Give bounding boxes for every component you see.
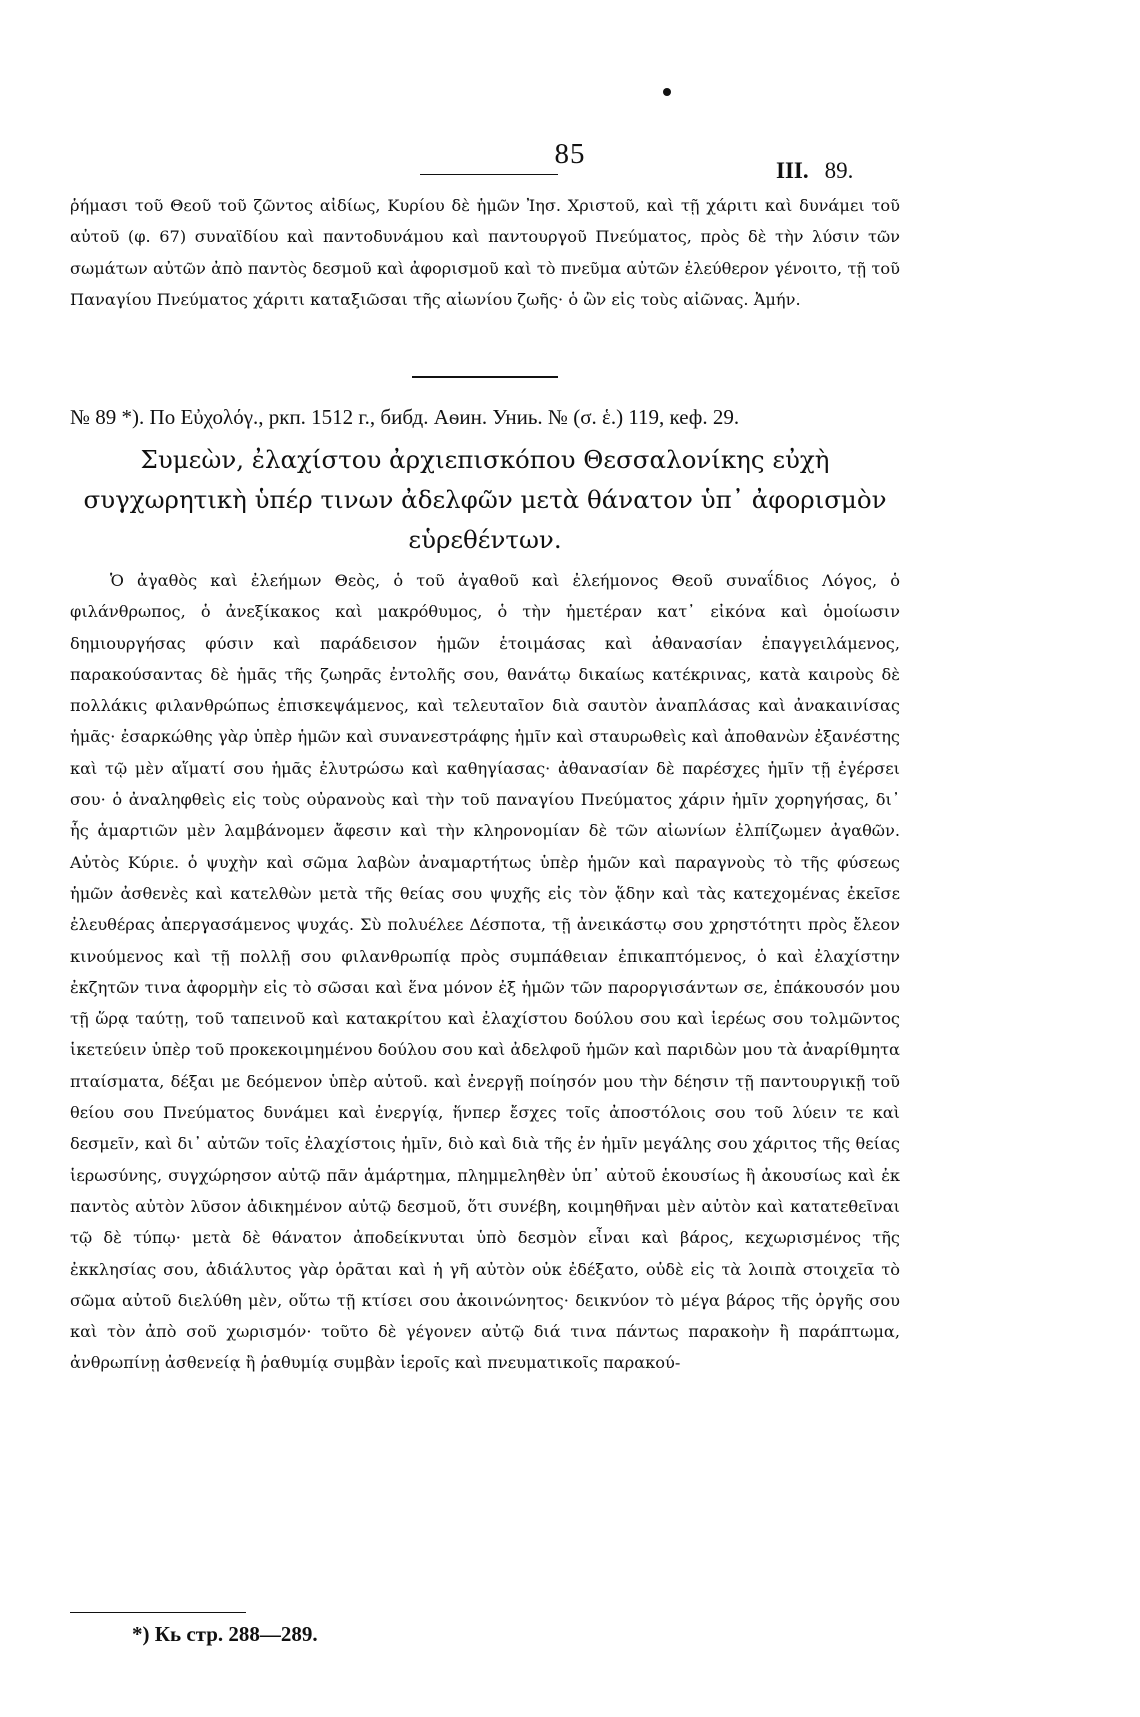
prayer-title: Συμεὼν, ἐλαχίστου ἀρχιεπισκόπου Θεσσαλονίκης εὐχὴ συγχωρητικὴ ὑπέρ τινων ἀδελφῶν μετὰ θάνατον ὑπ᾽ ἀφορισμὸν εὑρεθέντων. (83, 445, 887, 554)
running-header (776, 158, 853, 184)
running-header-section: III. (776, 158, 809, 183)
page-number: 85 (554, 138, 586, 170)
prayer-text: Ὁ ἀγαθὸς καὶ ἐλεήμων Θεὸς, ὁ τοῦ ἀγαθοῦ καὶ ἐλεήμονος Θεοῦ συναΐδιος Λόγος, ὁ φιλάνθρωπος, ὁ ἀνεξίκακος καὶ μακρόθυμος, ὁ τὴν ἡμετέραν κατ᾽ εἰκόνα καὶ ὁμοίωσιν δημιουργήσας φύσιν καὶ παράδεισον ἡμῶν ἑτοιμάσας καὶ ἀθανασίαν ἐπαγγειλάμενος, παρακούσαντας δὲ ἡμᾶς τῆς ζωηρᾶς ἐντολῆς σου, θανάτῳ δικαίως κατέκρινας, κατὰ καιροὺς δὲ πολλάκις φιλανθρώπως ἐπισκεψάμενος, καὶ τελευταῖον διὰ σαυτὸν ἀναπλάσας καὶ ἀνακαινίσας ἡμᾶς· ἐσαρκώθης γὰρ ὑπὲρ ἡμῶν καὶ συνανεστράφης ἡμῖν καὶ σταυρωθεὶς καὶ ἀποθανὼν ἐξανέστης καὶ τῷ μὲν αἵματί σου ἡμᾶς ἐλυτρώσω καὶ καθηγίασας· ἀθανασίαν δὲ παρέσχες ἡμῖν τῇ ἐγέρσει σου· ὁ ἀναληφθεὶς εἰς τοὺς οὐρανοὺς καὶ τὴν τοῦ παναγίου Πνεύματος χάριν ἡμῖν χορηγήσας, δι᾽ ἧς ἁμαρτιῶν μὲν λαμβάνομεν ἄφεσιν καὶ τὴν κληρονομίαν δὲ τῶν αἰωνίων ἐλπίζωμεν ἀγαθῶν. Αὐτὸς Κύριε. ὁ ψυχὴν καὶ σῶμα λαβὼν ἀναμαρτήτως ὑπὲρ ἡμῶν καὶ παραγνοὺς τὸ τῆς φύσεως ἡμῶν ἀσθενὲς καὶ κατελθὼν μετὰ τῆς θείας σου ψυχῆς εἰς τὸν ᾅδην καὶ τὰς κατεχομένας ἐκεῖσε ἐλευθέρας ἀπεργασάμενος ψυχάς. Σὺ πολυέλεε Δέσποτα, τῇ ἀνεικάστῳ σου χρηστότητι πρὸς ἔλεον κινούμενος καὶ τῇ πολλῇ σου φιλανθρωπίᾳ πρὸς συμπάθειαν ἐπικαπτόμενος, ὁ καὶ ἐλαχίστην ἐκζητῶν τινα ἀφορμὴν εἰς τὸ σῶσαι καὶ ἕνα μόνον ἐξ ἡμῶν τῶν παροργισάντων σε, ἐπάκουσόν μου τῇ ὥρᾳ ταύτῃ, τοῦ ταπεινοῦ καὶ κατακρίτου καὶ ἐλαχίστου δούλου σου καὶ ἱερέως σου τολμῶντος ἱκετεύειν ὑπὲρ τοῦ προκεκοιμημένου δούλου σου καὶ ἀδελφοῦ ἡμῶν καὶ παριδὼν μου τὰ ἀναρίθμητα πταίσματα, δέξαι με δεόμενον ὑπὲρ αὐτοῦ. καὶ ἐνεργῇ ποίησόν μου τὴν δέησιν τῇ παντουργικῇ τοῦ θείου σου Πνεύματος δυνάμει καὶ ἐνεργίᾳ, ἥνπερ ἔσχες τοῖς ἀποστόλοις σου τοῦ λύειν τε καὶ δεσμεῖν, καὶ δι᾽ αὐτῶν τοῖς ἐλαχίστοις ἡμῖν, διὸ καὶ διὰ τῆς ἐν ἡμῖν μεγάλης σου χάριτος τῆς θείας ἱερωσύνης, συγχώρησον αὐτῷ πᾶν ἁμάρτημα, πλημμεληθὲν ὑπ᾽ αὐτοῦ ἑκουσίως ἢ ἀκουσίως καὶ ἐκ παντὸς αὐτὸν λῦσον ἀδικημένον αὐτῷ δεσμοῦ, ὅτι συνέβη, κοιμηθῆναι μὲν αὐτὸν καὶ κατατεθεῖναι τῷ δὲ τύπῳ· μετὰ δὲ θάνατον ἀποδείκνυται ὑπὸ δεσμὸν εἶναι καὶ βάρος, κεχωρισμένος τῆς ἐκκλησίας σου, ἀδιάλυτος γὰρ ὁρᾶται καὶ ἡ γῆ αὐτὸν οὐκ ἐδέξατο, οὐδὲ εἰς τὰ λοιπὰ στοιχεῖα τὸ σῶμα αὐτοῦ διελύθη μὲν, οὕτω τῇ κτίσει σου ἀκοινώνητος· δεικνύον τὸ μέγα βάρος τῆς ὀργῆς σου καὶ τὸν ἀπὸ σοῦ χωρισμόν· τοῦτο δὲ γέγονεν αὐτῷ διά τινα πάντως παρακοὴν ἢ παράπτωμα, ἀνθρωπίνῃ ἀσθενείᾳ ἢ ῥαθυμίᾳ συμβὰν ἱεροῖς καὶ πνευματικοῖς παρακού- (70, 571, 900, 1373)
footnote-rule (70, 1612, 246, 1613)
continuation-paragraph: ῥήμασι τοῦ Θεοῦ τοῦ ζῶντος αἰδίως, Κυρίου δὲ ἡμῶν Ἰησ. Χριστοῦ, καὶ τῇ χάριτι καὶ δυνάμει τοῦ αὐτοῦ (φ. 67) συναϊδίου καὶ παντοδυνάμου καὶ παντουργοῦ Πνεύματος, πρὸς δὲ τὴν λύσιν τῶν σωμάτων αὐτῶν ἀπὸ παντὸς δεσμοῦ καὶ ἀφορισμοῦ καὶ τὸ πνεῦμα αὐτῶν ἐλεύθερον γένοιτο, τῇ τοῦ Παναγίου Πνεύματος χάριτι καταξιῶσαι τῆς αἰωνίου ζωῆς· ὁ ὢν εἰς τοὺς αἰῶνας. Ἀμήν. (70, 196, 900, 309)
section-divider (412, 376, 558, 378)
ink-dot-mark (663, 88, 671, 96)
running-header-number: 89. (824, 158, 854, 183)
document-reference: № 89 *). По Εὐχολόγ., ркп. 1512 г., бибд. Аѳин. Униь. № (σ. ἑ.) 119, кеф. 29. (70, 405, 740, 429)
page-number-rule (420, 174, 558, 175)
footnote: *) Кь стр. 288—289. (132, 1622, 318, 1646)
